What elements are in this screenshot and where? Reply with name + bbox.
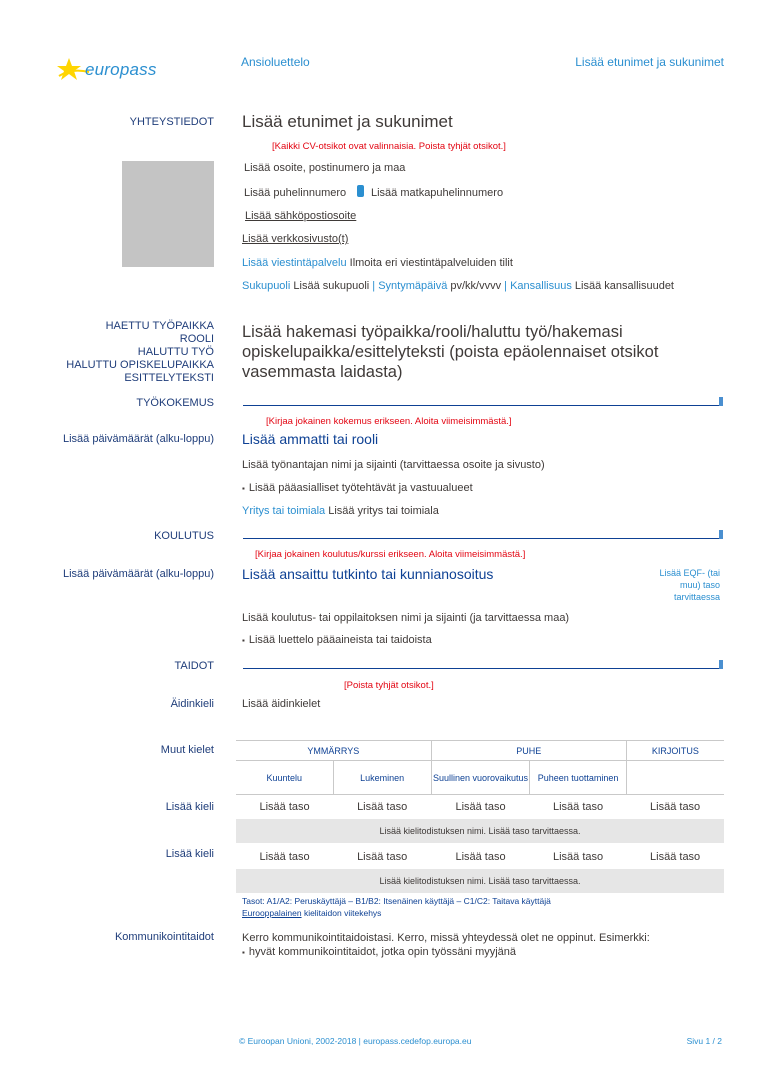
sector-row: [242, 505, 439, 517]
levels-note: [242, 895, 551, 919]
sub-interaction: Suullinen vuorovaikutus: [431, 761, 530, 795]
phone: Lisää puhelinnumero: [244, 187, 347, 199]
applied-label: ROOLI: [179, 333, 214, 345]
contact-section-label: YHTEYSTIEDOT: [129, 116, 214, 128]
subjects-item: [242, 634, 432, 646]
sub-writing-empty: [626, 761, 724, 795]
dob-value: pv/kk/vvvv: [450, 280, 502, 292]
gender-value: Lisää sukupuoli: [293, 280, 370, 292]
gender-label: Sukupuoli: [242, 280, 291, 292]
language-table: [236, 740, 724, 893]
certificate-cell: Lisää kielitodistuksen nimi. Lisää taso tarvittaessa.: [236, 819, 724, 843]
framework-link[interactable]: Eurooppalainen: [242, 908, 302, 918]
applied-label: HALUTTU OPISKELUPAIKKA: [66, 359, 214, 371]
footer-copyright: © Euroopan Unioni, 2002-2018 | europass.cedefop.europa.eu: [239, 1036, 472, 1046]
education-section-line: [243, 538, 721, 539]
personal-row: [242, 280, 674, 292]
mobile-phone: Lisää matkapuhelinnumero: [371, 187, 504, 199]
address: Lisää osoite, postinumero ja maa: [244, 162, 406, 174]
work-dates-label: Lisää päivämäärät (alku-loppu): [62, 433, 214, 445]
separator: |: [372, 280, 376, 292]
applied-labels: [66, 320, 214, 385]
level-cell: Lisää taso: [357, 851, 408, 863]
employer: Lisää työnantajan nimi ja sijainti (tarvittaessa osoite ja sivusto): [242, 459, 545, 471]
education-org: Lisää koulutus- tai oppilaitoksen nimi ja sijainti (ja tarvittaessa maa): [242, 612, 570, 624]
education-note: [Kirjaa jokainen koulutus/kurssi erikseen. Aloita viimeisimmästä.]: [255, 549, 526, 560]
communication-text: [242, 931, 650, 960]
communication-example: hyvät kommunikointitaidot, jotka opin työssäni myyjänä: [248, 946, 517, 958]
applied-text: Lisää hakemasi työpaikka/rooli/haluttu työ/hakemasi opiskelupaikka/esittelyteksti (poista epäolennaiset otsikot vasemmasta laidasta): [242, 323, 659, 381]
photo-placeholder: [122, 161, 214, 267]
im-value: Ilmoita eri viestintäpalveluiden tilit: [349, 257, 513, 269]
skills-section-end: [719, 660, 723, 669]
level-cell: Lisää taso: [552, 851, 604, 863]
level-cell: Lisää taso: [455, 801, 506, 813]
table-row: [236, 845, 724, 869]
level-cell: Lisää taso: [455, 851, 506, 863]
bullet: ▪: [242, 636, 245, 645]
logo-text: europass: [85, 60, 157, 79]
language-label: Lisää kieli: [165, 848, 214, 860]
im-label: Lisää viestintäpalvelu: [242, 257, 347, 269]
level-cell: Lisää taso: [259, 851, 310, 863]
nationality-label: Kansallisuus: [510, 280, 572, 292]
level-cell: Lisää taso: [357, 801, 408, 813]
work-section-line: [243, 405, 721, 406]
mother-tongue-value: Lisää äidinkielet: [242, 698, 321, 710]
header-name: Lisää etunimet ja sukunimet: [575, 55, 724, 69]
group-speaking: PUHE: [431, 741, 626, 761]
contact-note: [Kaikki CV-otsikot ovat valinnaisia. Poista tyhjät otsikot.]: [272, 141, 506, 152]
education-section-label: KOULUTUS: [154, 530, 214, 542]
level-cell: Lisää taso: [552, 801, 604, 813]
occupation: Lisää ammatti tai rooli: [242, 431, 379, 447]
sector-value: Lisää yritys tai toimiala: [328, 505, 439, 517]
work-note: [Kirjaa jokainen kokemus erikseen. Aloita viimeisimmästä.]: [266, 416, 512, 427]
level-cell: Lisää taso: [259, 801, 310, 813]
activities-item: [242, 482, 473, 494]
bullet: ▪: [242, 948, 245, 957]
education-dates-label: Lisää päivämäärät (alku-loppu): [62, 568, 214, 580]
other-languages-label: Muut kielet: [160, 744, 214, 756]
separator: |: [504, 280, 508, 292]
email-link[interactable]: Lisää sähköpostiosoite: [245, 210, 357, 222]
education-section-end: [719, 530, 723, 539]
im-row: [242, 257, 513, 269]
mobile-phone-icon: [357, 185, 364, 197]
table-row: [236, 795, 724, 820]
levels-text: Tasot: A1/A2: Peruskäyttäjä – B1/B2: Itsenäinen käyttäjä – C1/C2: Taitava käyttäjä: [242, 896, 551, 906]
skills-note: [Poista tyhjät otsikot.]: [344, 680, 434, 691]
group-writing: KIRJOITUS: [626, 741, 724, 761]
work-section-end: [719, 397, 723, 406]
dob-label: Syntymäpäivä: [378, 280, 448, 292]
eqf-level: Lisää EQF- (tai muu) taso tarvittaessa: [659, 568, 720, 602]
page-number: Sivu 1 / 2: [686, 1036, 722, 1046]
applied-label: HALUTTU TYÖ: [137, 346, 214, 358]
skills-section-line: [243, 668, 721, 669]
applied-label: ESITTELYTEKSTI: [124, 372, 214, 384]
table-row: [236, 819, 724, 843]
qualification: Lisää ansaittu tutkinto tai kunnianosoitus: [242, 566, 494, 582]
certificate-cell: Lisää kielitodistuksen nimi. Lisää taso tarvittaessa.: [236, 869, 724, 893]
sub-production: Puheen tuottaminen: [530, 761, 626, 795]
framework-rest: kielitaidon viitekehys: [303, 908, 382, 918]
subjects: Lisää luettelo pääaineista tai taidoista: [248, 634, 432, 646]
applied-label: HAETTU TYÖPAIKKA: [105, 320, 214, 332]
communication-line: Kerro kommunikointitaidoistasi. Kerro, missä yhteydessä olet ne oppinut. Esimerkki:: [242, 932, 650, 944]
sector-label: Yritys tai toimiala: [242, 505, 326, 517]
website-link[interactable]: Lisää verkkosivusto(t): [242, 233, 349, 245]
level-cell: Lisää taso: [650, 851, 701, 863]
activities: Lisää pääasialliset työtehtävät ja vastuualueet: [248, 482, 473, 494]
table-row: [236, 869, 724, 893]
bullet: ▪: [242, 484, 245, 493]
level-cell: Lisää taso: [650, 801, 701, 813]
doc-title: Ansioluettelo: [241, 55, 310, 69]
work-section-label: TYÖKOKEMUS: [136, 397, 214, 409]
europass-logo: [55, 54, 165, 86]
sub-reading: Lukeminen: [333, 761, 431, 795]
group-understanding: YMMÄRRYS: [236, 741, 431, 761]
skills-section-label: TAIDOT: [174, 660, 214, 672]
sub-listening: Kuuntelu: [236, 761, 333, 795]
nationality-value: Lisää kansallisuudet: [574, 280, 674, 292]
full-name: Lisää etunimet ja sukunimet: [242, 112, 453, 131]
language-label: Lisää kieli: [165, 801, 214, 813]
mother-tongue-label: Äidinkieli: [170, 698, 214, 710]
communication-label: Kommunikointitaidot: [114, 931, 214, 943]
